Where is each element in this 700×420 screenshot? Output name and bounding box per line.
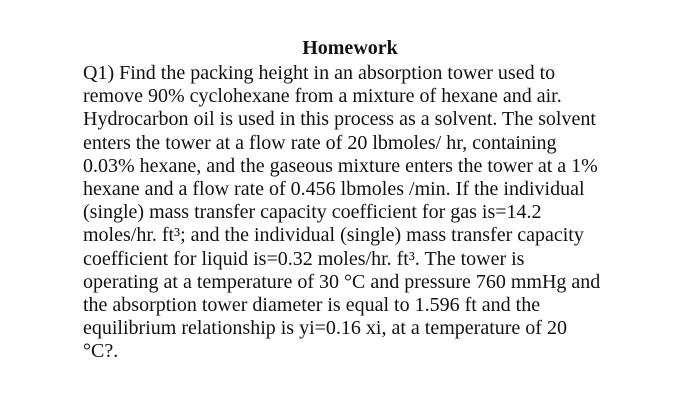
question-line-13: °C?.	[83, 340, 119, 363]
question-line-2: remove 90% cyclohexane from a mixture of hexane and air.	[83, 85, 562, 108]
question-line-8: moles/hr. ft³; and the individual (single) mass transfer capacity	[83, 224, 584, 247]
question-line-7: (single) mass transfer capacity coefficient for gas is=14.2	[83, 201, 542, 224]
document-title: Homework	[302, 37, 398, 59]
question-line-1: Q1) Find the packing height in an absorption tower used to	[83, 62, 556, 84]
question-line-3: Hydrocarbon oil is used in this process as a solvent. The solvent	[83, 108, 596, 131]
question-line-6: hexane and a flow rate of 0.456 lbmoles /min. If the individual	[83, 178, 585, 201]
question-text	[83, 62, 623, 364]
question-line-12: equilibrium relationship is yi=0.16 xi, at a temperature of 20	[83, 317, 567, 340]
question-line-10: operating at a temperature of 30 °C and pressure 760 mmHg and	[83, 270, 601, 293]
question-line-4: enters the tower at a flow rate of 20 lbmoles/ hr, containing	[83, 131, 557, 154]
question-line-9: coefficient for liquid is=0.32 moles/hr. ft³. The tower is	[83, 247, 525, 270]
question-line-11: the absorption tower diameter is equal to 1.596 ft and the	[83, 294, 541, 317]
question-line-5: 0.03% hexane, and the gaseous mixture enters the tower at a 1%	[83, 154, 598, 177]
